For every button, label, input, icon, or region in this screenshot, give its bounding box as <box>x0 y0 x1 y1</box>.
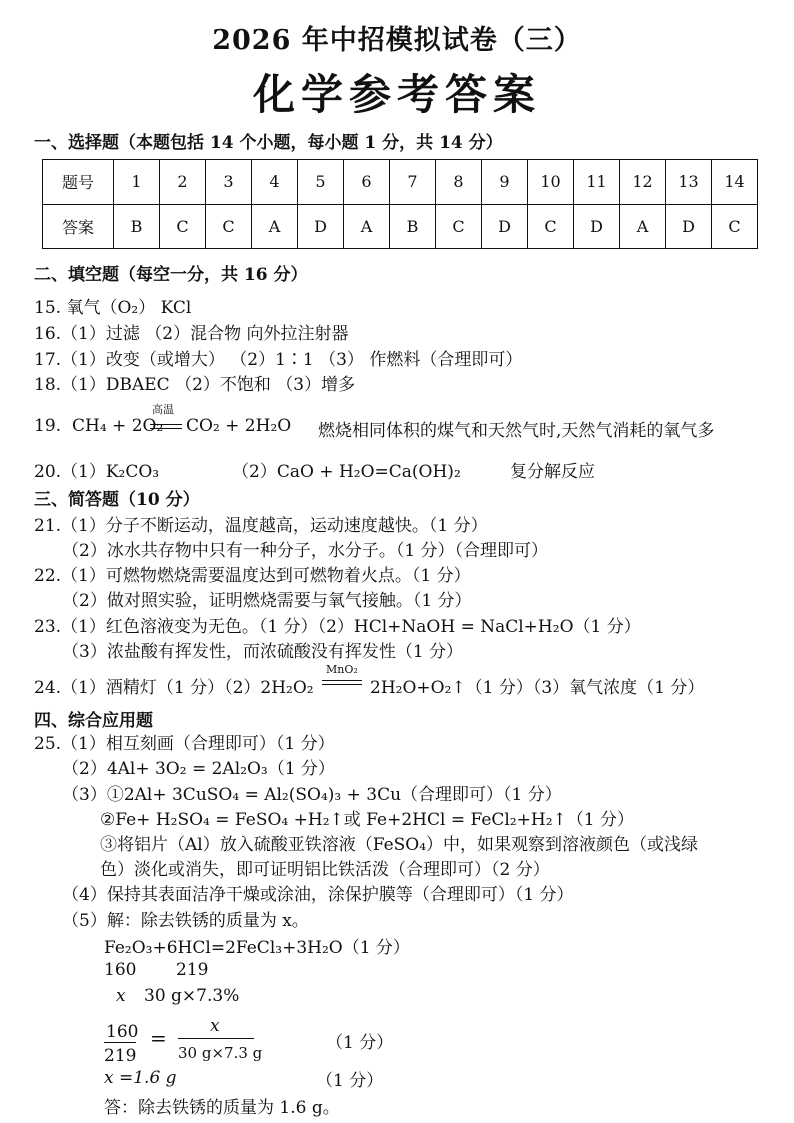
answer-line-20-a: 20.（1）K₂CO₃ <box>34 462 160 482</box>
table-cell: 4 <box>252 160 298 205</box>
answer-line-25-3: （3）①2Al+ 3CuSO₄ = Al₂(SO₄)₃ + 3Cu（合理即可）（1 分） <box>62 785 562 805</box>
table-cell: 7 <box>390 160 436 205</box>
fraction-1-bar <box>104 1042 136 1043</box>
section2-heading: 二、填空题（每空一分，共 16 分） <box>34 265 308 285</box>
answer-line-18: 18.（1）DBAEC （2）不饱和 （3）增多 <box>34 375 356 395</box>
reaction-condition: 高温 <box>152 403 174 416</box>
answer-line-25-1: 25.（1）相互刻画（合理即可）（1 分） <box>34 734 335 754</box>
equation-19-right: CO₂ + 2H₂O <box>186 416 292 436</box>
answer-line-21-2: （2）冰水共存物中只有一种分子，水分子。（1 分）（合理即可） <box>62 541 549 561</box>
answer-line-25-3c-cont: 色）淡化或消失，即可证明铝比铁活泼（合理即可）（2 分） <box>100 860 550 880</box>
table-cell: D <box>298 204 344 249</box>
table-cell: D <box>666 204 712 249</box>
fraction-2-denominator: 30 g×7.3 g <box>178 1044 263 1062</box>
table-cell: 9 <box>482 160 528 205</box>
section3-heading: 三、简答题（10 分） <box>34 490 200 510</box>
known-mass: 30 g×7.3% <box>144 986 240 1006</box>
answer-table <box>42 159 758 249</box>
section1-heading: 一、选择题（本题包括 14 个小题，每小题 1 分，共 14 分） <box>34 133 503 153</box>
answer-line-23-2: （3）浓盐酸有挥发性，而浓硫酸没有挥发性（1 分） <box>62 642 464 662</box>
answer-line-25-5: （5）解：除去铁锈的质量为 x。 <box>62 911 309 931</box>
answer-line-15: 15. 氧气（O₂） KCl <box>34 298 192 318</box>
fraction-2-numerator: x <box>210 1016 220 1036</box>
table-cell: C <box>206 204 252 249</box>
answer-line-24-b: 2H₂O+O₂↑（1 分）（3）氧气浓度（1 分） <box>370 678 705 698</box>
table-cell: C <box>160 204 206 249</box>
equals-sign: = <box>150 1026 167 1050</box>
answer-line-22-2: （2）做对照实验，证明燃烧需要与氧气接触。（1 分） <box>62 591 472 611</box>
answer-line-21-1: 21.（1）分子不断运动，温度越高，运动速度越快。（1 分） <box>34 516 488 536</box>
molar-mass-1: 160 <box>104 960 137 980</box>
row-label-number: 题号 <box>43 160 114 205</box>
answer-line-16: 16.（1）过滤 （2）混合物 向外拉注射器 <box>34 324 349 344</box>
unknown-x: x <box>116 986 126 1006</box>
answer-line-25-2: （2）4Al+ 3O₂ = 2Al₂O₃（1 分） <box>62 759 335 779</box>
answer-line-17: 17.（1）改变（或增大） （2）1∶1 （3） 作燃料（合理即可） <box>34 350 523 370</box>
table-cell: A <box>344 204 390 249</box>
equation-19-left: CH₄ + 2O₂ <box>72 416 164 436</box>
reaction-arrow-line <box>150 428 182 429</box>
exam-title: 2026 年中招模拟试卷（三） <box>212 25 582 56</box>
answer-key-title: 化学参考答案 <box>252 70 541 119</box>
table-cell: 11 <box>574 160 620 205</box>
result-x: x =1.6 g <box>104 1068 177 1088</box>
fraction-1-numerator: 160 <box>106 1022 139 1042</box>
table-cell: 2 <box>160 160 206 205</box>
table-cell: D <box>574 204 620 249</box>
final-answer: 答：除去铁锈的质量为 1.6 g。 <box>104 1098 340 1118</box>
table-cell: 5 <box>298 160 344 205</box>
answer-line-25-3b: ②Fe+ H₂SO₄ = FeSO₄ +H₂↑或 Fe+2HCl = FeCl₂+H₂↑（1 分） <box>100 810 635 830</box>
table-cell: 6 <box>344 160 390 205</box>
molar-mass-2: 219 <box>176 960 209 980</box>
answer-19-text: 燃烧相同体积的煤气和天然气时,天然气消耗的氧气多 <box>318 421 715 441</box>
table-cell: C <box>436 204 482 249</box>
table-cell: B <box>390 204 436 249</box>
table-cell: A <box>252 204 298 249</box>
row-label-answer: 答案 <box>43 204 114 249</box>
table-cell: 8 <box>436 160 482 205</box>
answer-line-25-3c: ③将铝片（Al）放入硫酸亚铁溶液（FeSO₄）中，如果观察到溶液颜色（或浅绿 <box>100 835 699 855</box>
answer-line-19-number: 19. <box>34 416 62 436</box>
answer-line-23-1: 23.（1）红色溶液变为无色。（1 分）（2）HCl+NaOH = NaCl+H₂O（1 分） <box>34 617 641 637</box>
table-cell: D <box>482 204 528 249</box>
catalyst-condition: MnO₂ <box>326 663 358 676</box>
table-cell: A <box>620 204 666 249</box>
equation-25: Fe₂O₃+6HCl=2FeCl₃+3H₂O（1 分） <box>104 938 410 958</box>
table-cell: 10 <box>528 160 574 205</box>
table-row-answers <box>43 204 758 249</box>
table-cell: 1 <box>114 160 160 205</box>
table-cell: 13 <box>666 160 712 205</box>
table-cell: C <box>528 204 574 249</box>
reaction-arrow-line <box>322 680 362 681</box>
answer-line-20-c: 复分解反应 <box>510 462 595 482</box>
answer-line-22-1: 22.（1）可燃物燃烧需要温度达到可燃物着火点。（1 分） <box>34 566 471 586</box>
table-cell: 3 <box>206 160 252 205</box>
answer-line-20-b: （2）CaO + H₂O=Ca(OH)₂ <box>232 462 461 482</box>
table-cell: C <box>712 204 758 249</box>
answer-line-25-4: （4）保持其表面洁净干燥或涂油，涂保护膜等（合理即可）（1 分） <box>62 885 574 905</box>
table-cell: 12 <box>620 160 666 205</box>
fraction-1-denominator: 219 <box>104 1046 137 1066</box>
table-cell: B <box>114 204 160 249</box>
table-cell: 14 <box>712 160 758 205</box>
score-mark: （1 分） <box>326 1033 394 1053</box>
section4-heading: 四、综合应用题 <box>34 711 153 731</box>
table-row-numbers <box>43 160 758 205</box>
reaction-arrow-line <box>322 684 362 685</box>
fraction-2-bar <box>178 1038 254 1039</box>
answer-line-24-a: 24.（1）酒精灯（1 分）（2）2H₂O₂ <box>34 678 314 698</box>
reaction-arrow-line <box>150 424 182 425</box>
score-mark: （1 分） <box>316 1071 384 1091</box>
